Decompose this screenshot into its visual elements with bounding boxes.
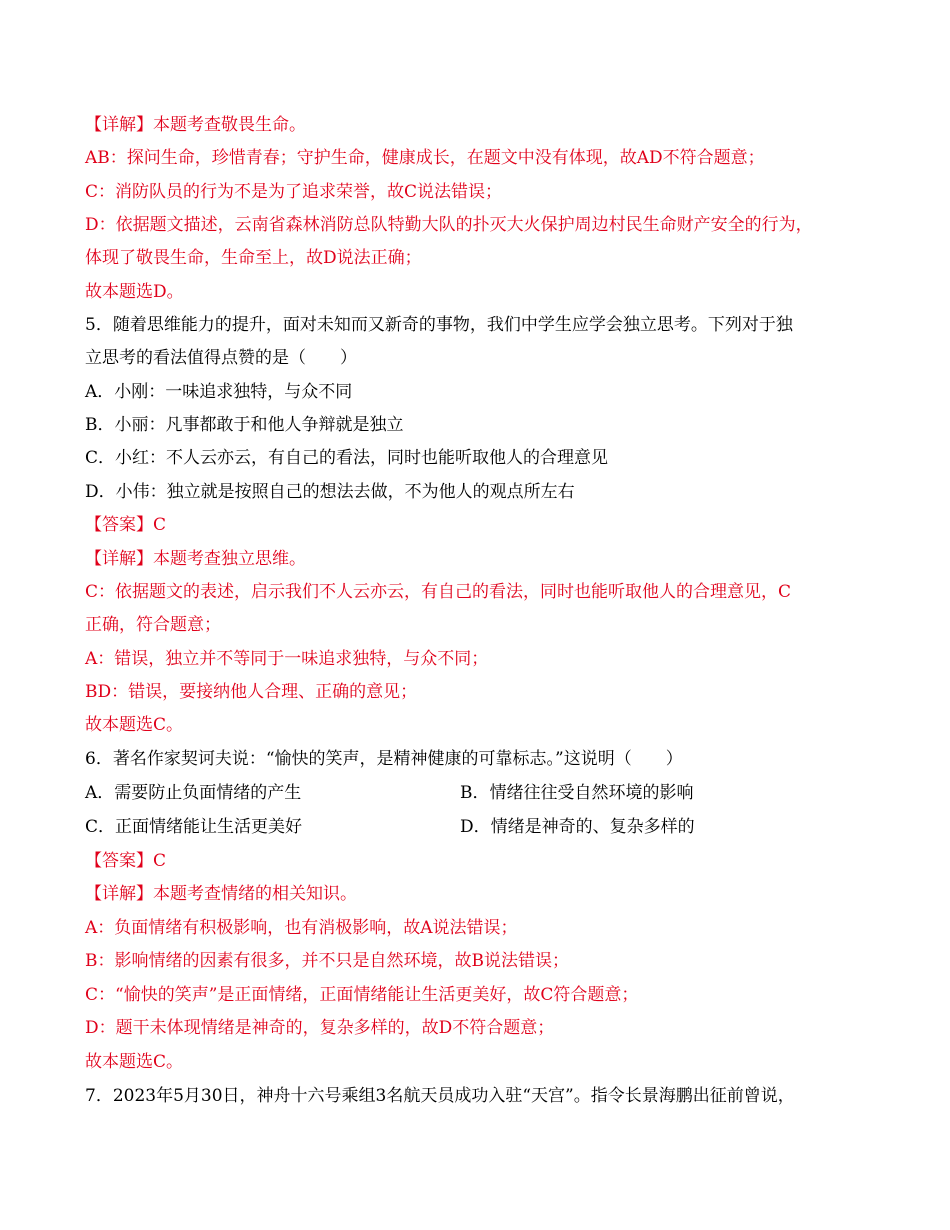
q5-conclusion: 故本题选C。: [85, 715, 184, 735]
q7-stem: 7．2023年5月30日，神舟十六号乘组3名航天员成功入驻“天宫”。指令长景海鹏出征前曾说，: [85, 1086, 795, 1106]
q6-explanation-line: C：“愉快的笑声”是正面情绪，正面情绪能让生活更美好，故C符合题意；: [85, 985, 639, 1005]
q5-option-a: A．小刚：一味追求独特，与众不同: [85, 382, 353, 402]
q5-explanation-line: BD：错误，要接纳他人合理、正确的意见；: [85, 682, 418, 702]
q6-explanation-line: D：题干未体现情绪是神奇的，复杂多样的，故D不符合题意；: [85, 1018, 555, 1038]
q5-option-d: D．小伟：独立就是按照自己的想法去做，不为他人的观点所左右: [85, 482, 575, 502]
q6-explanation-line: A：负面情绪有积极影响，也有消极影响，故A说法错误；: [85, 918, 518, 938]
q4-explanation-line: 体现了敬畏生命，生命至上，故D说法正确；: [85, 248, 422, 268]
q6-option-c: C．正面情绪能让生活更美好: [85, 817, 303, 837]
q6-explanation-line: B：影响情绪的因素有很多，并不只是自然环境，故B说法错误；: [85, 951, 569, 971]
q6-option-b: B．情绪往往受自然环境的影响: [460, 783, 694, 803]
q5-option-c: C．小红：不人云亦云，有自己的看法，同时也能听取他人的合理意见: [85, 448, 609, 468]
q5-option-b: B．小丽：凡事都敢于和他人争辩就是独立: [85, 415, 404, 435]
q5-stem-continued: 立思考的看法值得点赞的是（ ）: [85, 348, 357, 368]
q6-answer: 【答案】C: [85, 851, 167, 871]
q4-conclusion: 故本题选D。: [85, 282, 184, 302]
q5-stem: 5．随着思维能力的提升，面对未知而又新奇的事物，我们中学生应学会独立思考。下列对于独: [85, 315, 793, 335]
q6-detail: 【详解】本题考查情绪的相关知识。: [85, 884, 357, 904]
q4-explanation-line: AB：探问生命，珍惜青春；守护生命，健康成长，在题文中没有体现，故AD不符合题意；: [85, 148, 765, 168]
q5-explanation-line: 正确，符合题意；: [85, 615, 221, 635]
q4-explanation-line: D：依据题文描述，云南省森林消防总队特勤大队的扑灭大火保护周边村民生命财产安全的行为，: [85, 215, 813, 235]
q5-explanation-line: C：依据题文的表述，启示我们不人云亦云，有自己的看法，同时也能听取他人的合理意见，C: [85, 582, 792, 602]
q6-option-d: D．情绪是神奇的、复杂多样的: [460, 817, 695, 837]
q5-answer: 【答案】C: [85, 515, 167, 535]
q4-detail: 【详解】本题考查敬畏生命。: [85, 115, 306, 135]
q6-conclusion: 故本题选C。: [85, 1052, 184, 1072]
q5-explanation-line: A：错误，独立并不等同于一味追求独特，与众不同；: [85, 649, 489, 669]
q5-detail: 【详解】本题考查独立思维。: [85, 549, 306, 569]
q4-explanation-line: C：消防队员的行为不是为了追求荣誉，故C说法错误；: [85, 182, 503, 202]
q6-option-a: A．需要防止负面情绪的产生: [85, 783, 302, 803]
q6-stem: 6．著名作家契诃夫说：“愉快的笑声，是精神健康的可靠标志。”这说明（ ）: [85, 749, 683, 769]
